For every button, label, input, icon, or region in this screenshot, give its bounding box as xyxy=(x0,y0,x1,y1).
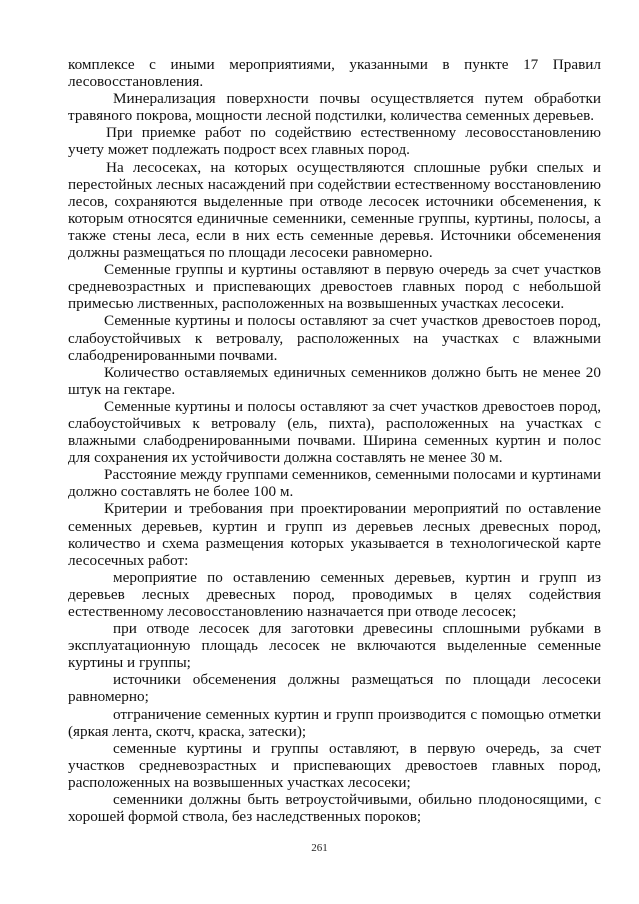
paragraph: Минерализация поверхности почвы осуществляется путем обработки травяного покрова, мощности лесной подстилки, количества семенных деревьев. xyxy=(68,90,601,125)
list-item: мероприятие по оставлению семенных деревьев, куртин и групп из деревьев лесных древесных пород, проводимых в целях содействия естественному лесовосстановлению назначается при отводе лесосек; xyxy=(68,568,601,620)
list-item: семенные куртины и группы оставляют, в первую очередь, за счет участков средневозрастных и приспевающих древостоев главных пород, расположенных на возвышенных участках лесосеки; xyxy=(68,739,601,791)
paragraph: комплексе с иными мероприятиями, указанными в пункте 17 Правил лесовосстановления. xyxy=(68,56,601,91)
list-item: источники обсеменения должны размещаться по площади лесосеки равномерно; xyxy=(68,671,601,706)
page-number: 261 xyxy=(311,842,328,854)
document-body xyxy=(68,56,601,825)
paragraph: Семенные группы и куртины оставляют в первую очередь за счет участков средневозрастных и приспевающих древостоев главных пород с небольшой примесью лиственных, расположенных на возвышенных участках лесосеки. xyxy=(68,261,601,313)
list-item: отграничение семенных куртин и групп производится с помощью отметки (яркая лента, скотч, краска, затески); xyxy=(68,705,601,740)
paragraph: Семенные куртины и полосы оставляют за счет участков древостоев пород, слабоустойчивых к ветровалу (ель, пихта), расположенных на участках с влажными слабодренированными почвами. Ширина семенных куртин и полос для сохранения их устойчивости должна составлять не менее 30 м. xyxy=(68,397,601,467)
list-item: семенники должны быть ветроустойчивыми, обильно плодоносящими, с хорошей формой ствола, без наследственных пороков; xyxy=(68,791,601,826)
paragraph: При приемке работ по содействию естественному лесовосстановлению учету может подлежать подрост всех главных пород. xyxy=(68,124,601,159)
list-item: при отводе лесосек для заготовки древесины сплошными рубками в эксплуатационную площадь лесосек не включаются выделенные семенные куртины и группы; xyxy=(68,620,601,672)
paragraph: Расстояние между группами семенников, семенными полосами и куртинами должно составлять не более 100 м. xyxy=(68,466,602,501)
paragraph: Семенные куртины и полосы оставляют за счет участков древостоев пород, слабоустойчивых к ветровалу, расположенных на участках с влажными слабодренированными почвами. xyxy=(68,312,601,364)
paragraph: На лесосеках, на которых осуществляются сплошные рубки спелых и перестойных лесных насаждений при содействии естественному восстановлению лесов, сохраняются выделенные при отводе лесосек источники обсеменения, к которым относятся единичные семенники, семенные группы, куртины, полосы, а также стены леса, если в них есть семенные деревья. Источники обсеменения должны размещаться по площади лесосеки равномерно. xyxy=(68,158,601,262)
paragraph: Количество оставляемых единичных семенников должно быть не менее 20 штук на гектаре. xyxy=(68,363,601,398)
paragraph: Критерии и требования при проектировании мероприятий по оставление семенных деревьев, куртин и групп из деревьев лесных древесных пород, количество и схема размещения которых указывается в технологической карте лесосечных работ: xyxy=(68,500,601,569)
